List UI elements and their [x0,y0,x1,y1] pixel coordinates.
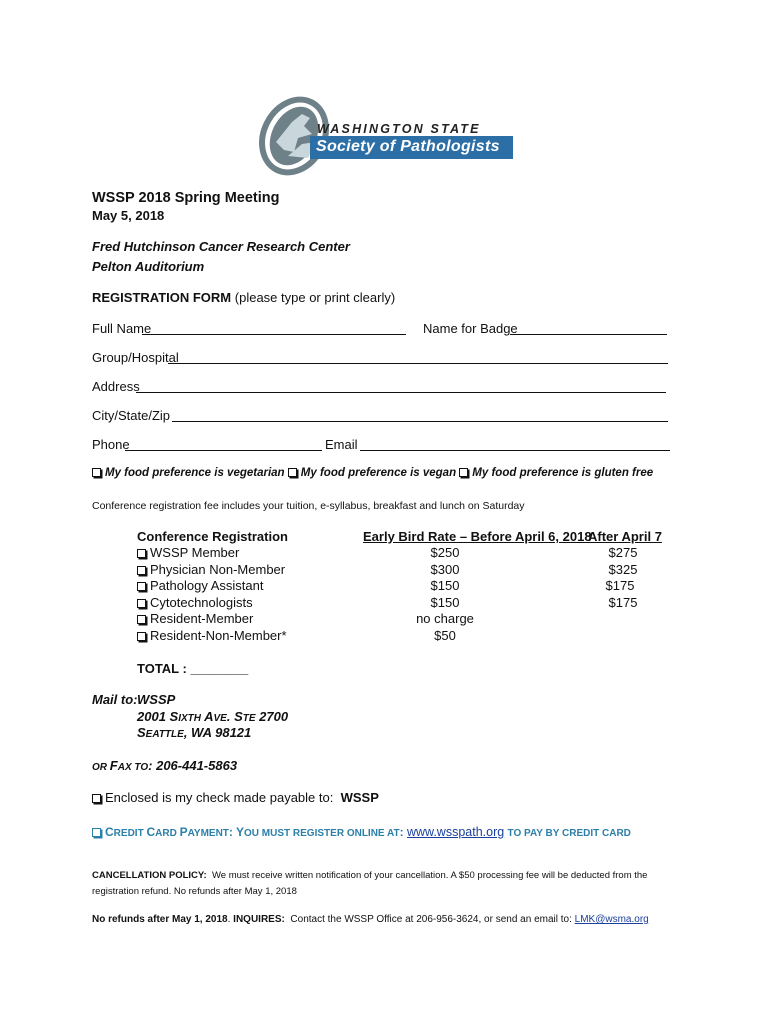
fee-label: Resident-Member [150,611,254,626]
city-label: City/State/Zip [92,408,171,423]
group-label: Group/Hospital [92,350,179,365]
col-registration-header: Conference Registration [137,529,288,544]
gluten-free-checkbox[interactable] [459,468,468,477]
logo-line-2-box [310,136,513,159]
group-field[interactable] [168,363,668,364]
cancellation-label: CANCELLATION POLICY: [92,870,207,881]
fee-row [137,578,657,595]
fee-label: Physician Non-Member [150,561,286,577]
fee-early: $150 [430,594,460,610]
fax-line: OR FAX TO: 206-441-5863 [92,758,238,773]
contact-email-link[interactable]: LMK@wsma.org [574,914,649,925]
mail-address-2: SEATTLE, WA 98121 [137,725,252,740]
check-checkbox[interactable] [92,794,101,803]
fee-row [137,545,657,562]
fee-row [137,595,657,612]
mail-address-1: 2001 SIXTH AVE. STE 2700 [137,709,289,724]
badge-name-field[interactable] [510,334,667,335]
total-field[interactable]: TOTAL : ________ [137,661,249,676]
fee-label: Pathology Assistant [150,578,264,593]
city-field[interactable] [172,421,668,422]
fee-label: WSSP Member [150,545,240,560]
event-title: WSSP 2018 Spring Meeting [92,190,280,206]
footer-line: No refunds after May 1, 2018. INQUIRES: Contact the WSSP Office at 206-956-3624, or send an email to: LMK@wsma.org [92,914,649,925]
fee-row [137,628,657,645]
no-refunds: No refunds after May 1, 2018 [92,914,228,925]
event-room: Pelton Auditorium [92,259,205,274]
fee-early: $150 [430,578,460,593]
wssp-logo [258,92,514,176]
fee-after: $175 [608,594,638,610]
address-label: Address [92,379,140,394]
fee-early: $300 [430,561,460,577]
vegetarian-label: My food preference is vegetarian [105,467,285,479]
inquires-label: INQUIRES: [233,914,285,925]
fee-checkbox[interactable] [137,632,146,641]
fee-checkbox[interactable] [137,615,146,624]
fee-early: $50 [434,627,456,643]
fee-label: Cytotechnologists [150,594,253,610]
fee-label: Resident-Non-Member* [150,627,287,643]
fee-table [137,545,657,644]
fax-number: 206-441-5863 [156,758,238,773]
logo-line-1: WASHINGTON STATE [317,122,481,136]
address-field[interactable] [136,392,666,393]
food-preferences [92,467,653,479]
vegetarian-checkbox[interactable] [92,468,101,477]
fee-checkbox[interactable] [137,599,146,608]
fee-row [137,562,657,579]
email-field[interactable] [360,450,670,451]
credit-card-checkbox[interactable] [92,828,101,837]
fee-after: $175 [605,578,635,593]
vegan-checkbox[interactable] [288,468,297,477]
wsspath-link[interactable]: www.wsspath.org [406,825,505,839]
mail-label: Mail to: [92,692,138,707]
fee-after: $275 [608,545,638,560]
badge-name-label: Name for Badge [423,321,518,336]
form-heading: REGISTRATION FORM [92,290,232,305]
fee-note: Conference registration fee includes your tuition, e-syllabus, breakfast and lunch on Saturday [92,500,525,512]
full-name-label: Full Name [92,321,152,336]
fee-row [137,611,657,628]
vegan-label: My food preference is vegan [300,467,457,479]
fee-checkbox[interactable] [137,566,146,575]
col-early-header: Early Bird Rate – Before April 6, 2018 [363,529,592,544]
check-payee: WSSP [340,790,379,805]
email-label: Email [325,437,358,452]
cancellation-line-2: registration refund. No refunds after May 1, 2018 [92,886,297,897]
form-heading-note: (please type or print clearly) [234,290,396,305]
credit-card-option: CREDIT CARD PAYMENT: YOU MUST REGISTER ONLINE AT: www.wsspath.org TO PAY BY CREDIT CARD [92,825,631,839]
fee-checkbox[interactable] [137,549,146,558]
fee-early: $250 [430,545,460,560]
form-heading-row [92,290,395,305]
check-option [92,790,379,805]
phone-label: Phone [92,437,130,452]
phone-field[interactable] [125,450,322,451]
col-after-header: After April 7 [588,529,662,544]
mail-name: WSSP [137,692,176,707]
check-text: Enclosed is my check made payable to: [105,790,334,805]
fee-early: no charge [416,611,474,626]
event-date: May 5, 2018 [92,208,165,223]
full-name-field[interactable] [142,334,406,335]
event-venue: Fred Hutchinson Cancer Research Center [92,239,350,254]
logo-line-2: Society of Pathologists [316,138,500,155]
cancellation-line-1: CANCELLATION POLICY: We must receive written notification of your cancellation. A $50 processing fee will be deducted from the [92,870,648,881]
fee-after: $325 [608,561,638,577]
fee-checkbox[interactable] [137,582,146,591]
gluten-free-label: My food preference is gluten free [472,467,654,479]
